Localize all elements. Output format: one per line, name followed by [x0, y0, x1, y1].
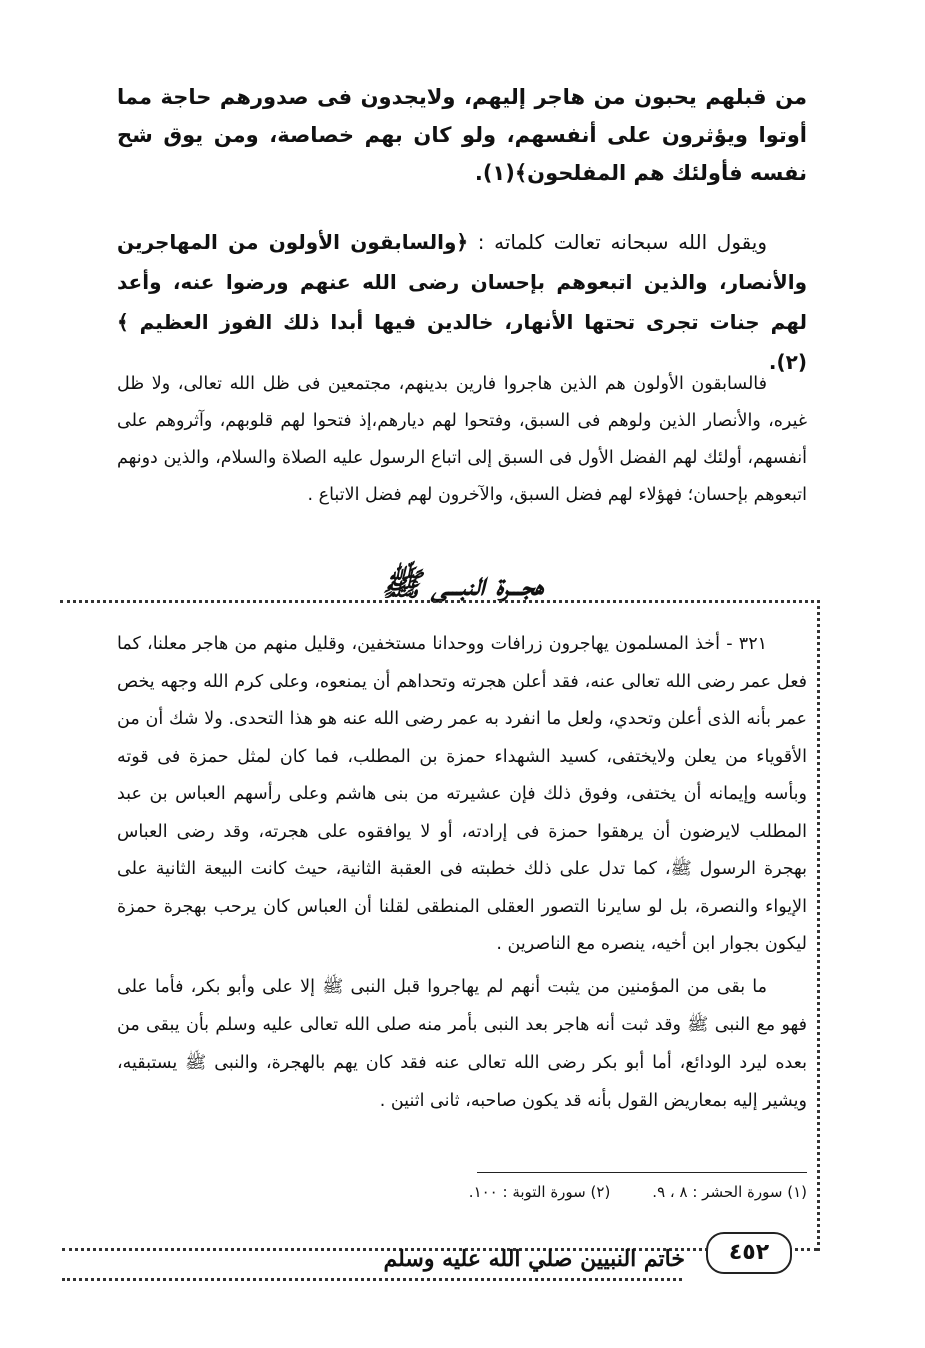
- paragraph-ali-abubakr: [117, 968, 807, 1120]
- footnote-2: (٢) سورة التوبة : ١٠٠.: [468, 1183, 611, 1201]
- paragraph-text: فالسابقون الأولون هم الذين هاجروا فارين بدينهم، مجتمعين فى ظل الله تعالى، ولا ظل غيره، والأنصار الذين ولوهم فى السبق، وفتحوا لهم ديارهم،إذ فتحوا لهم قلوبهم، وآثروهم على أنفسهم، أولئك لهم الفضل الأول فى السبق إلى اتباع الرسول عليه الصلاة والسلام، والذين دونهم اتبعوهم بإحسان؛ فهؤلاء لهم فضل السبق، والآخرون لهم فضل الاتباع .: [117, 374, 807, 505]
- quran-quote-tawbah: [117, 222, 807, 382]
- quote-intro: ويقول الله سبحانه تعالت كلماته :: [468, 230, 767, 254]
- quote-verse: ﴿والسابقون الأولون من المهاجرين والأنصار، والذين اتبعوهم بإحسان رضى الله عنهم ورضوا عنه، وأعد لهم جنات تجرى تحتها الأنهار، خالدين فيها أبدا ذلك الفوز العظيم ﴾ (٢).: [117, 230, 807, 374]
- footnote-divider: [477, 1172, 807, 1173]
- book-title: خاتم النبيين صلي الله عليه وسلم: [383, 1246, 685, 1272]
- paragraph-text: ٣٢١ - أخذ المسلمون يهاجرون زرافات ووحدانا مستخفين، وقليل منهم من هاجر معلنا، كما فعل عمر رضى الله تعالى عنه، فقد أعلن هجرته وتحداهم أن يمنعوه، وعلى كرم الله وجهه يخص عمر بأنه الذى أعلن وتحدي، ولعل ما انفرد به عمر رضى الله عنه هو هذا التحدى. ولا شك أن من الأقوياء من يعلن ولايختفى، كسيد الشهداء حمزة بن المطلب، فما كان لمثل حمزة فى قوته وبأسه وإيمانه أن يختفى، وفوق ذلك فإن عشيرته من بنى هاشم وعلى رأسهم العباس بن عبد المطلب لايرضون أن يرهقوا حمزة فى إرادته، أو لا يوافقوه على هجرته، وقد رضى العباس بهجرة الرسول ﷺ، كما تدل على ذلك خطبته فى العقبة الثانية، حيث كانت البيعة الثانية على الإيواء والنصرة، بل لو سايرنا التصور العقلى المنطقى لقلنا أن العباس كان يرحب بهجرة حمزة ليكون بجوار ابن أخيه، ينصره مع الناصرين .: [117, 634, 807, 954]
- section-heading: هجـــرة النبـــى ﷺ: [381, 565, 544, 603]
- paragraph-text: ما بقى من المؤمنين من يثبت أنهم لم يهاجروا قبل النبى ﷺ إلا على وأبو بكر، فأما على فهو مع النبى ﷺ وقد ثبت أنه هاجر بعد النبى بأمر منه صلى الله تعالى عليه وسلم بأن يبقى من بعده ليرد الودائع، أما أبو بكر رضى الله تعالى عنه فقد كان يهم بالهجرة، والنبى ﷺ يستبقيه، ويشير إليه بمعاريض القول بأنه قد يكون صاحبه، ثانى اثنين .: [117, 977, 807, 1111]
- footer-border-bottom: [62, 1278, 682, 1287]
- page-number: ٤٥٢: [706, 1232, 792, 1274]
- footnote-1: (١) سورة الحشر : ٨ ، ٩.: [652, 1183, 807, 1201]
- paragraph-sabiqun: [117, 366, 807, 514]
- footnotes: [117, 1180, 807, 1204]
- paragraph-321: [117, 626, 807, 964]
- quran-quote-hashr: من قبلهم يحبون من هاجر إليهم، ولايجدون فى صدورهم حاجة مما أوتوا ويؤثرون على أنفسهم، ولو كان بهم خصاصة، ومن يوق شح نفسه فأولئك هم المفلحون﴾(١).: [117, 85, 807, 185]
